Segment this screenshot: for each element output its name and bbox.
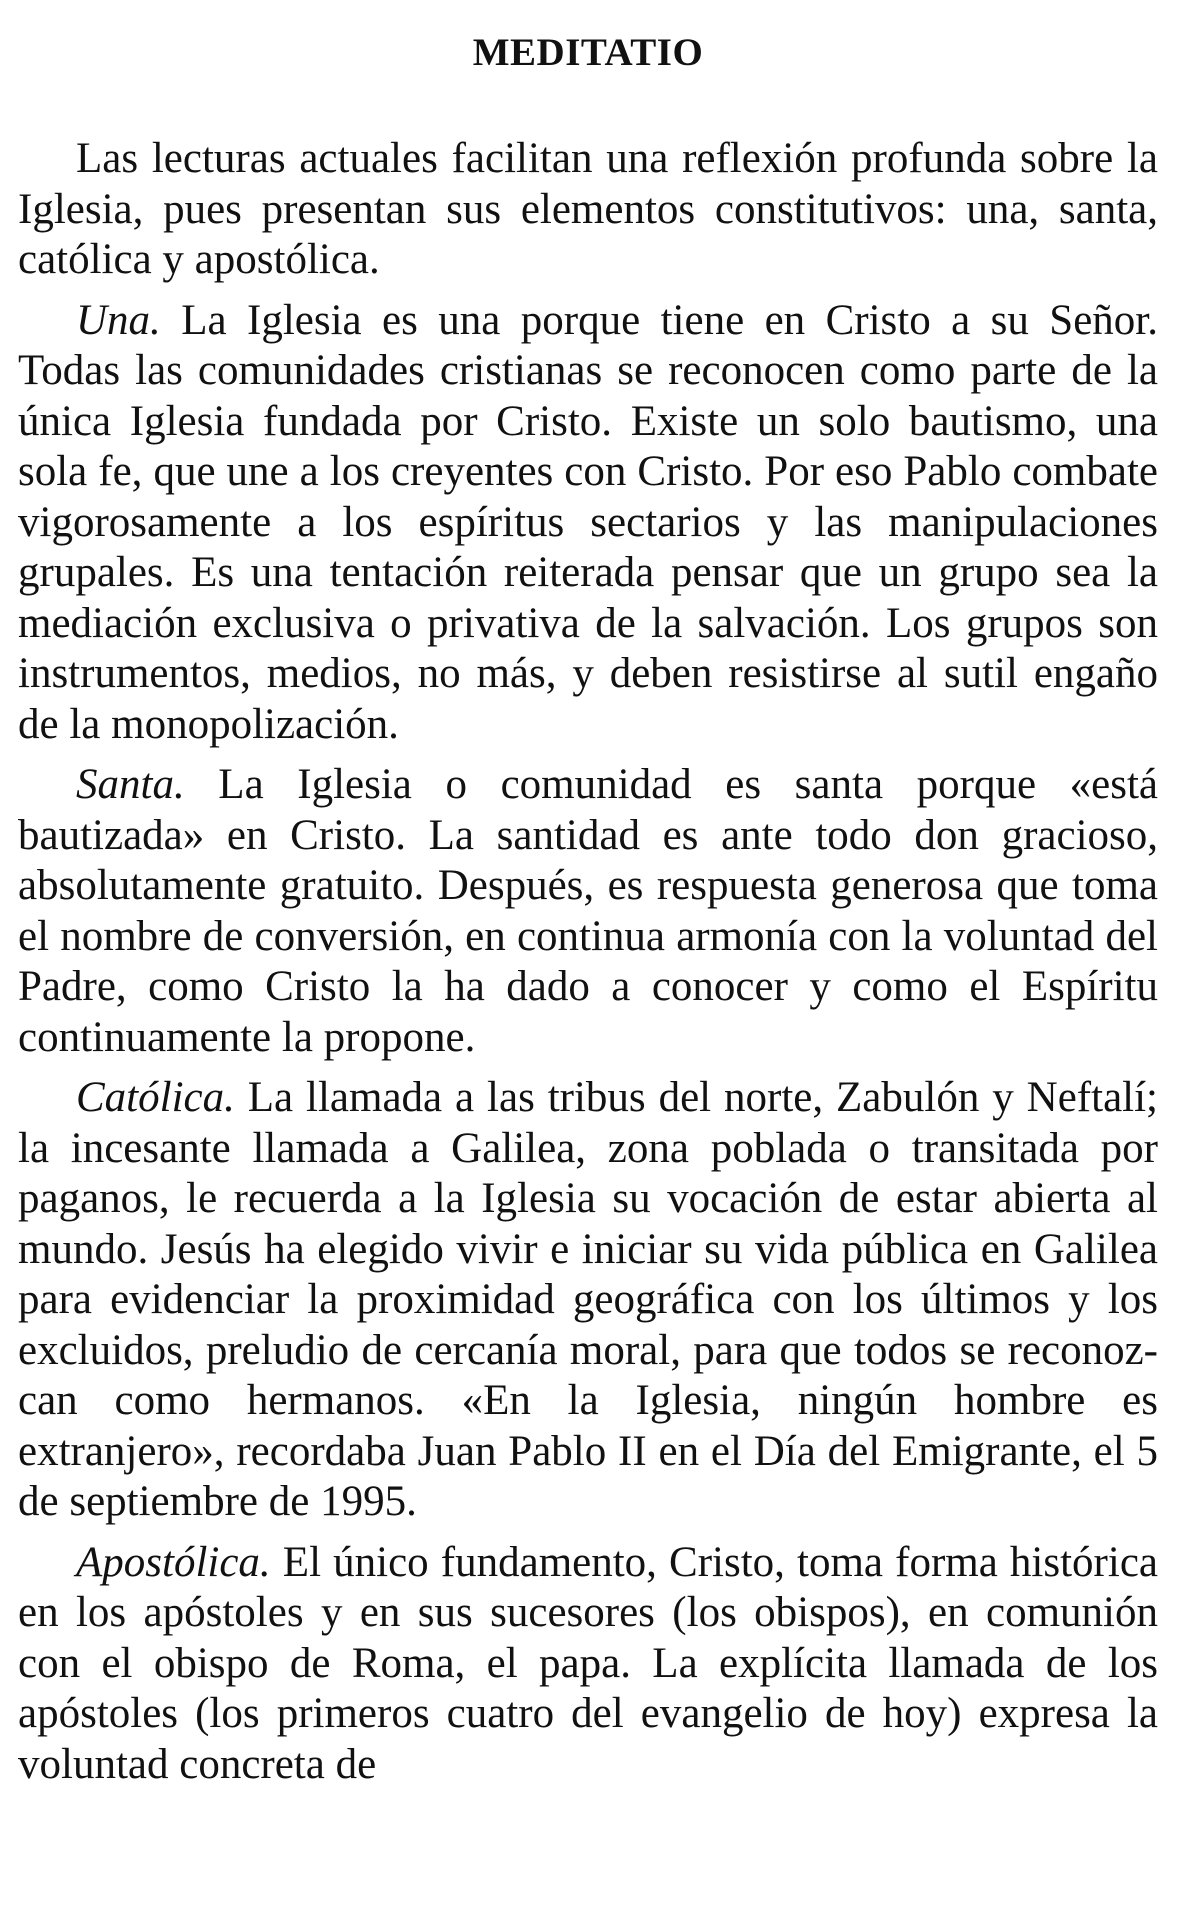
paragraph-catolica — [18, 1073, 1158, 1528]
document-page — [18, 30, 1158, 1800]
paragraph-lead-apostolica: Apostólica. — [76, 1538, 271, 1586]
paragraph-intro — [18, 134, 1158, 286]
paragraph-lead-santa: Santa. — [76, 761, 185, 808]
paragraph-santa — [18, 760, 1158, 1063]
paragraph-text: La Iglesia o comunidad es santa porque «está bautizada» en Cristo. La santidad es ante todo don gracioso, absolutamente gratuito. Después, es respuesta generosa que toma el nombre de conversión, en continua armonía con la voluntad del Padre, como Cristo la ha dado a conocer y como el Espíritu continuamente la propone. — [18, 761, 1158, 1061]
paragraph-text: La Iglesia es una porque tiene en Cristo a su Señor. Todas las comunidades cristianas se reconocen como parte de la única Iglesia fundada por Cristo. Existe un solo bautismo, una sola fe, que une a los creyentes con Cristo. Por eso Pablo combate vigorosamente a los espíritus sectarios y las manipulaciones grupales. Es una tentación reiterada pensar que un grupo sea la mediación exclusiva o privativa de la salvación. Los grupos son instrumentos, medios, no más, y deben resistirse al sutil engaño de la monopolización. — [18, 296, 1158, 748]
page-title: MEDITATIO — [472, 31, 704, 74]
paragraph-text: La llamada a las tribus del norte, Zabulón y Neftalí; la incesante llamada a Galilea, zona poblada o transitada por paganos, le recuerda a la Iglesia su vocación de estar abierta al mundo. Jesús ha elegido vivir e iniciar su vida pública en Galilea para evidenciar la proximidad geográfica con los últimos y los excluidos, preludio de cercanía moral, para que todos se reconozcan como hermanos. «En la Iglesia, ningún hombre es extranjero», recordaba Juan Pablo II en el Día del Emigrante, el 5 de septiembre de 1995. — [18, 1074, 1158, 1525]
paragraph-una — [18, 296, 1158, 751]
paragraph-text: Las lecturas actuales facilitan una reflexión profunda sobre la Iglesia, pues presentan sus elementos constitutivos: una, santa, católica y apostólica. — [18, 135, 1158, 283]
paragraph-lead-catolica: Católica. — [76, 1074, 235, 1121]
paragraph-lead-una: Una. — [76, 296, 161, 344]
paragraph-text: El único fundamento, Cristo, toma forma histórica en los apóstoles y en sus sucesores (los obispos), en comunión con el obispo de Roma, el papa. La explícita llamada de los apóstoles (los primeros cuatro del evangelio de hoy) expresa la voluntad concreta de — [18, 1538, 1158, 1788]
paragraph-apostolica — [18, 1538, 1158, 1791]
